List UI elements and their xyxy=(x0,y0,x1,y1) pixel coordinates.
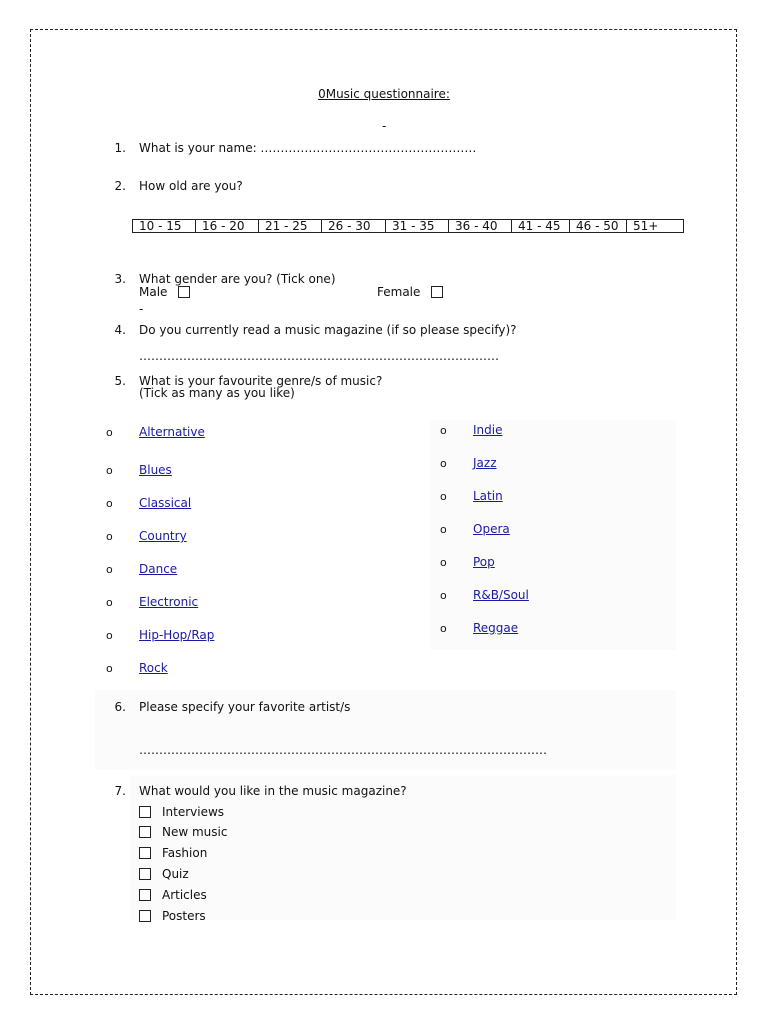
age-option[interactable]: 10 - 15 xyxy=(133,220,196,232)
q5-sublabel: (Tick as many as you like) xyxy=(139,386,295,400)
age-option[interactable]: 16 - 20 xyxy=(196,220,259,232)
genre-link-latin[interactable]: Latin xyxy=(473,489,503,503)
genre-link-electronic[interactable]: Electronic xyxy=(139,595,199,609)
articles-checkbox[interactable] xyxy=(139,889,151,901)
genre-link-hip-hop-rap[interactable]: Hip-Hop/Rap xyxy=(139,628,215,642)
genre-link-rock[interactable]: Rock xyxy=(139,661,168,675)
q4-label: Do you currently read a music magazine (if so please specify)? xyxy=(139,323,517,337)
age-option[interactable]: 31 - 35 xyxy=(386,220,449,232)
age-option[interactable]: 21 - 25 xyxy=(259,220,322,232)
bullet-icon: o xyxy=(440,457,447,470)
bullet-icon: o xyxy=(440,589,447,602)
q3-number: 3. xyxy=(114,272,126,286)
genre-link-pop[interactable]: Pop xyxy=(473,555,495,569)
genre-section-shading xyxy=(430,420,676,650)
genre-link-classical[interactable]: Classical xyxy=(139,496,192,510)
bullet-icon: o xyxy=(106,426,113,439)
bullet-icon: o xyxy=(106,464,113,477)
q3-label: What gender are you? (Tick one) xyxy=(139,272,336,286)
bullet-icon: o xyxy=(106,563,113,576)
title-dash: - xyxy=(382,119,387,133)
genre-link-alternative[interactable]: Alternative xyxy=(139,425,205,439)
genre-link-country[interactable]: Country xyxy=(139,529,187,543)
bullet-icon: o xyxy=(106,662,113,675)
bullet-icon: o xyxy=(106,629,113,642)
q7-number: 7. xyxy=(114,784,126,798)
q2-number: 2. xyxy=(114,179,126,193)
age-option[interactable]: 36 - 40 xyxy=(449,220,512,232)
q4-answer-line[interactable]: ……………………………………………………………………………… xyxy=(139,349,499,363)
age-option[interactable]: 26 - 30 xyxy=(322,220,386,232)
genre-link-rnb-soul[interactable]: R&B/Soul xyxy=(473,588,529,602)
bullet-icon: o xyxy=(106,497,113,510)
bullet-icon: o xyxy=(440,523,447,536)
genre-link-blues[interactable]: Blues xyxy=(139,463,172,477)
bullet-icon: o xyxy=(440,556,447,569)
new-music-checkbox[interactable] xyxy=(139,826,151,838)
quiz-checkbox[interactable] xyxy=(139,868,151,880)
q1-name-field[interactable]: What is your name: ……………………………………………… xyxy=(139,141,477,155)
genre-link-dance[interactable]: Dance xyxy=(139,562,178,576)
q6-label: Please specify your favorite artist/s xyxy=(139,700,351,714)
option-articles-label: Articles xyxy=(162,888,207,902)
q7-label: What would you like in the music magazine? xyxy=(139,784,407,798)
option-fashion-label: Fashion xyxy=(162,846,208,860)
bullet-icon: o xyxy=(106,530,113,543)
genre-link-jazz[interactable]: Jazz xyxy=(473,456,497,470)
male-label: Male xyxy=(139,285,168,299)
q5-number: 5. xyxy=(114,374,126,388)
q1-number: 1. xyxy=(114,141,126,155)
q6-number: 6. xyxy=(114,700,126,714)
interviews-checkbox[interactable] xyxy=(139,806,151,818)
age-option[interactable]: 46 - 50 xyxy=(570,220,627,232)
option-posters-label: Posters xyxy=(162,909,206,923)
age-range-table xyxy=(132,219,684,233)
q2-label: How old are you? xyxy=(139,179,243,193)
posters-checkbox[interactable] xyxy=(139,910,151,922)
q5-label: What is your favourite genre/s of music? xyxy=(139,374,383,388)
option-interviews-label: Interviews xyxy=(162,805,225,819)
bullet-icon: o xyxy=(440,490,447,503)
q3-dash: - xyxy=(139,302,144,316)
option-new-music-label: New music xyxy=(162,825,228,839)
page-title: 0Music questionnaire: xyxy=(318,87,450,101)
bullet-icon: o xyxy=(106,596,113,609)
genre-link-opera[interactable]: Opera xyxy=(473,522,510,536)
male-checkbox[interactable] xyxy=(178,286,190,298)
fashion-checkbox[interactable] xyxy=(139,847,151,859)
bullet-icon: o xyxy=(440,622,447,635)
female-checkbox[interactable] xyxy=(431,286,443,298)
option-quiz-label: Quiz xyxy=(162,867,189,881)
q6-answer-line[interactable]: ………………………………………………………………………………………… xyxy=(139,743,547,757)
female-label: Female xyxy=(377,285,421,299)
q4-number: 4. xyxy=(114,323,126,337)
bullet-icon: o xyxy=(440,424,447,437)
age-option[interactable]: 51+ xyxy=(633,219,659,233)
genre-link-indie[interactable]: Indie xyxy=(473,423,503,437)
age-option[interactable]: 41 - 45 xyxy=(512,220,570,232)
genre-link-reggae[interactable]: Reggae xyxy=(473,621,519,635)
